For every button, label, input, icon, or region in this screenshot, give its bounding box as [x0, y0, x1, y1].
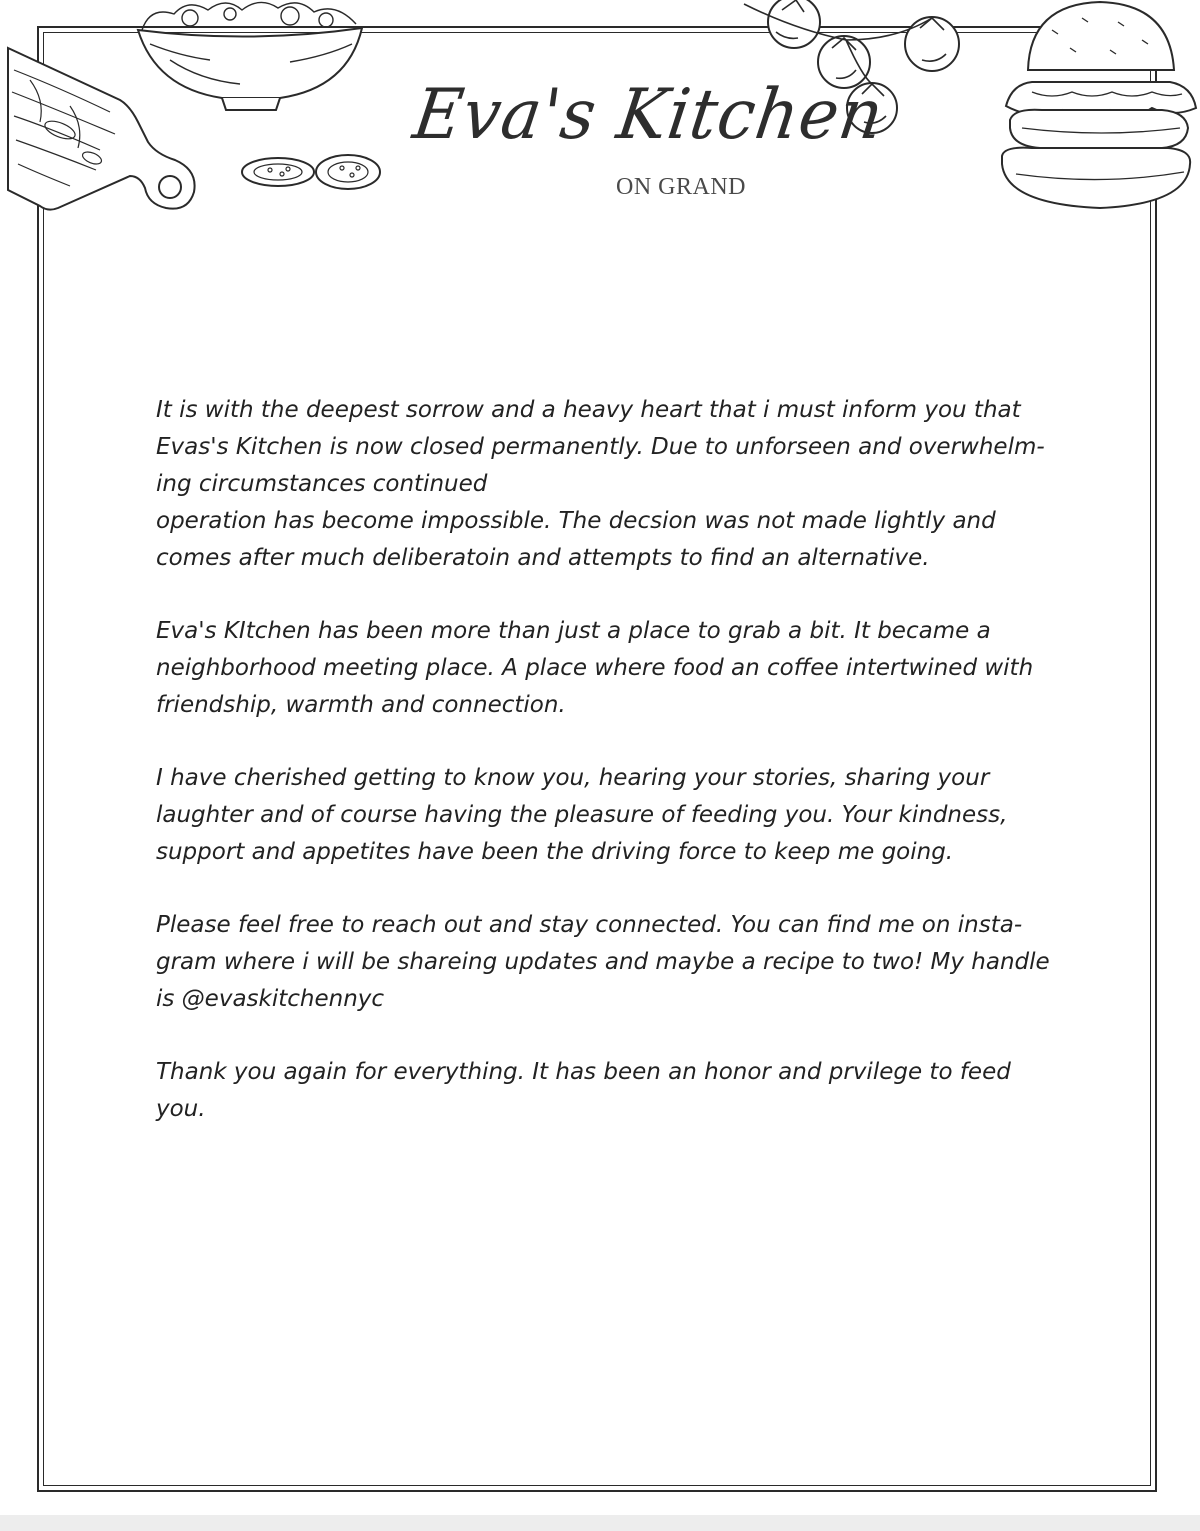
text-line: you.	[156, 1096, 206, 1122]
text-line: support and appetites have been the driving force to keep me going.	[156, 839, 954, 865]
text-line: neighborhood meeting place. A place where food an coffee intertwined with	[156, 655, 1034, 681]
text-line: I have cherished getting to know you, hearing your stories, sharing your	[156, 765, 990, 791]
brand-logo	[408, 74, 889, 204]
text-line: laughter and of course having the pleasure of feeding you. Your kindness,	[156, 802, 1008, 828]
text-line: ing circumstances continued	[156, 471, 488, 497]
text-line: Eva's KItchen has been more than just a place to grab a bit. It became a	[156, 618, 991, 644]
text-line: Please feel free to reach out and stay connected. You can find me on insta-	[156, 912, 1023, 938]
salad-bowl-icon	[130, 0, 370, 118]
text-line: It is with the deepest sorrow and a heavy heart that i must inform you that	[156, 397, 1021, 423]
burger-icon	[992, 0, 1200, 212]
text-line: gram where i will be shareing updates and maybe a recipe to two! My handle	[156, 949, 1050, 975]
paragraph-stay-connected	[156, 907, 1050, 1018]
text-line: friendship, warmth and connection.	[156, 692, 566, 718]
paragraph-closure-notice	[156, 392, 1045, 577]
text-line: operation has become impossible. The decsion was not made lightly and	[156, 508, 996, 534]
text-line: Evas's Kitchen is now closed permanently. Due to unforseen and overwhelm-	[156, 434, 1045, 460]
paragraph-community	[156, 613, 1036, 724]
text-line: Thank you again for everything. It has been an honor and prvilege to feed	[156, 1059, 1011, 1085]
letter-body	[156, 392, 1050, 1164]
logo-subtitle: ON GRAND	[616, 174, 746, 200]
paragraph-gratitude	[156, 760, 1036, 871]
text-line: comes after much deliberatoin and attempts to find an alternative.	[156, 545, 930, 571]
paragraph-thank-you	[156, 1054, 1036, 1128]
cucumber-slices-icon	[238, 148, 388, 198]
logo-script-title: Eva's Kitchen	[408, 74, 889, 155]
page-bottom-margin	[0, 1515, 1200, 1531]
text-line: is @evaskitchennyc	[156, 986, 385, 1012]
